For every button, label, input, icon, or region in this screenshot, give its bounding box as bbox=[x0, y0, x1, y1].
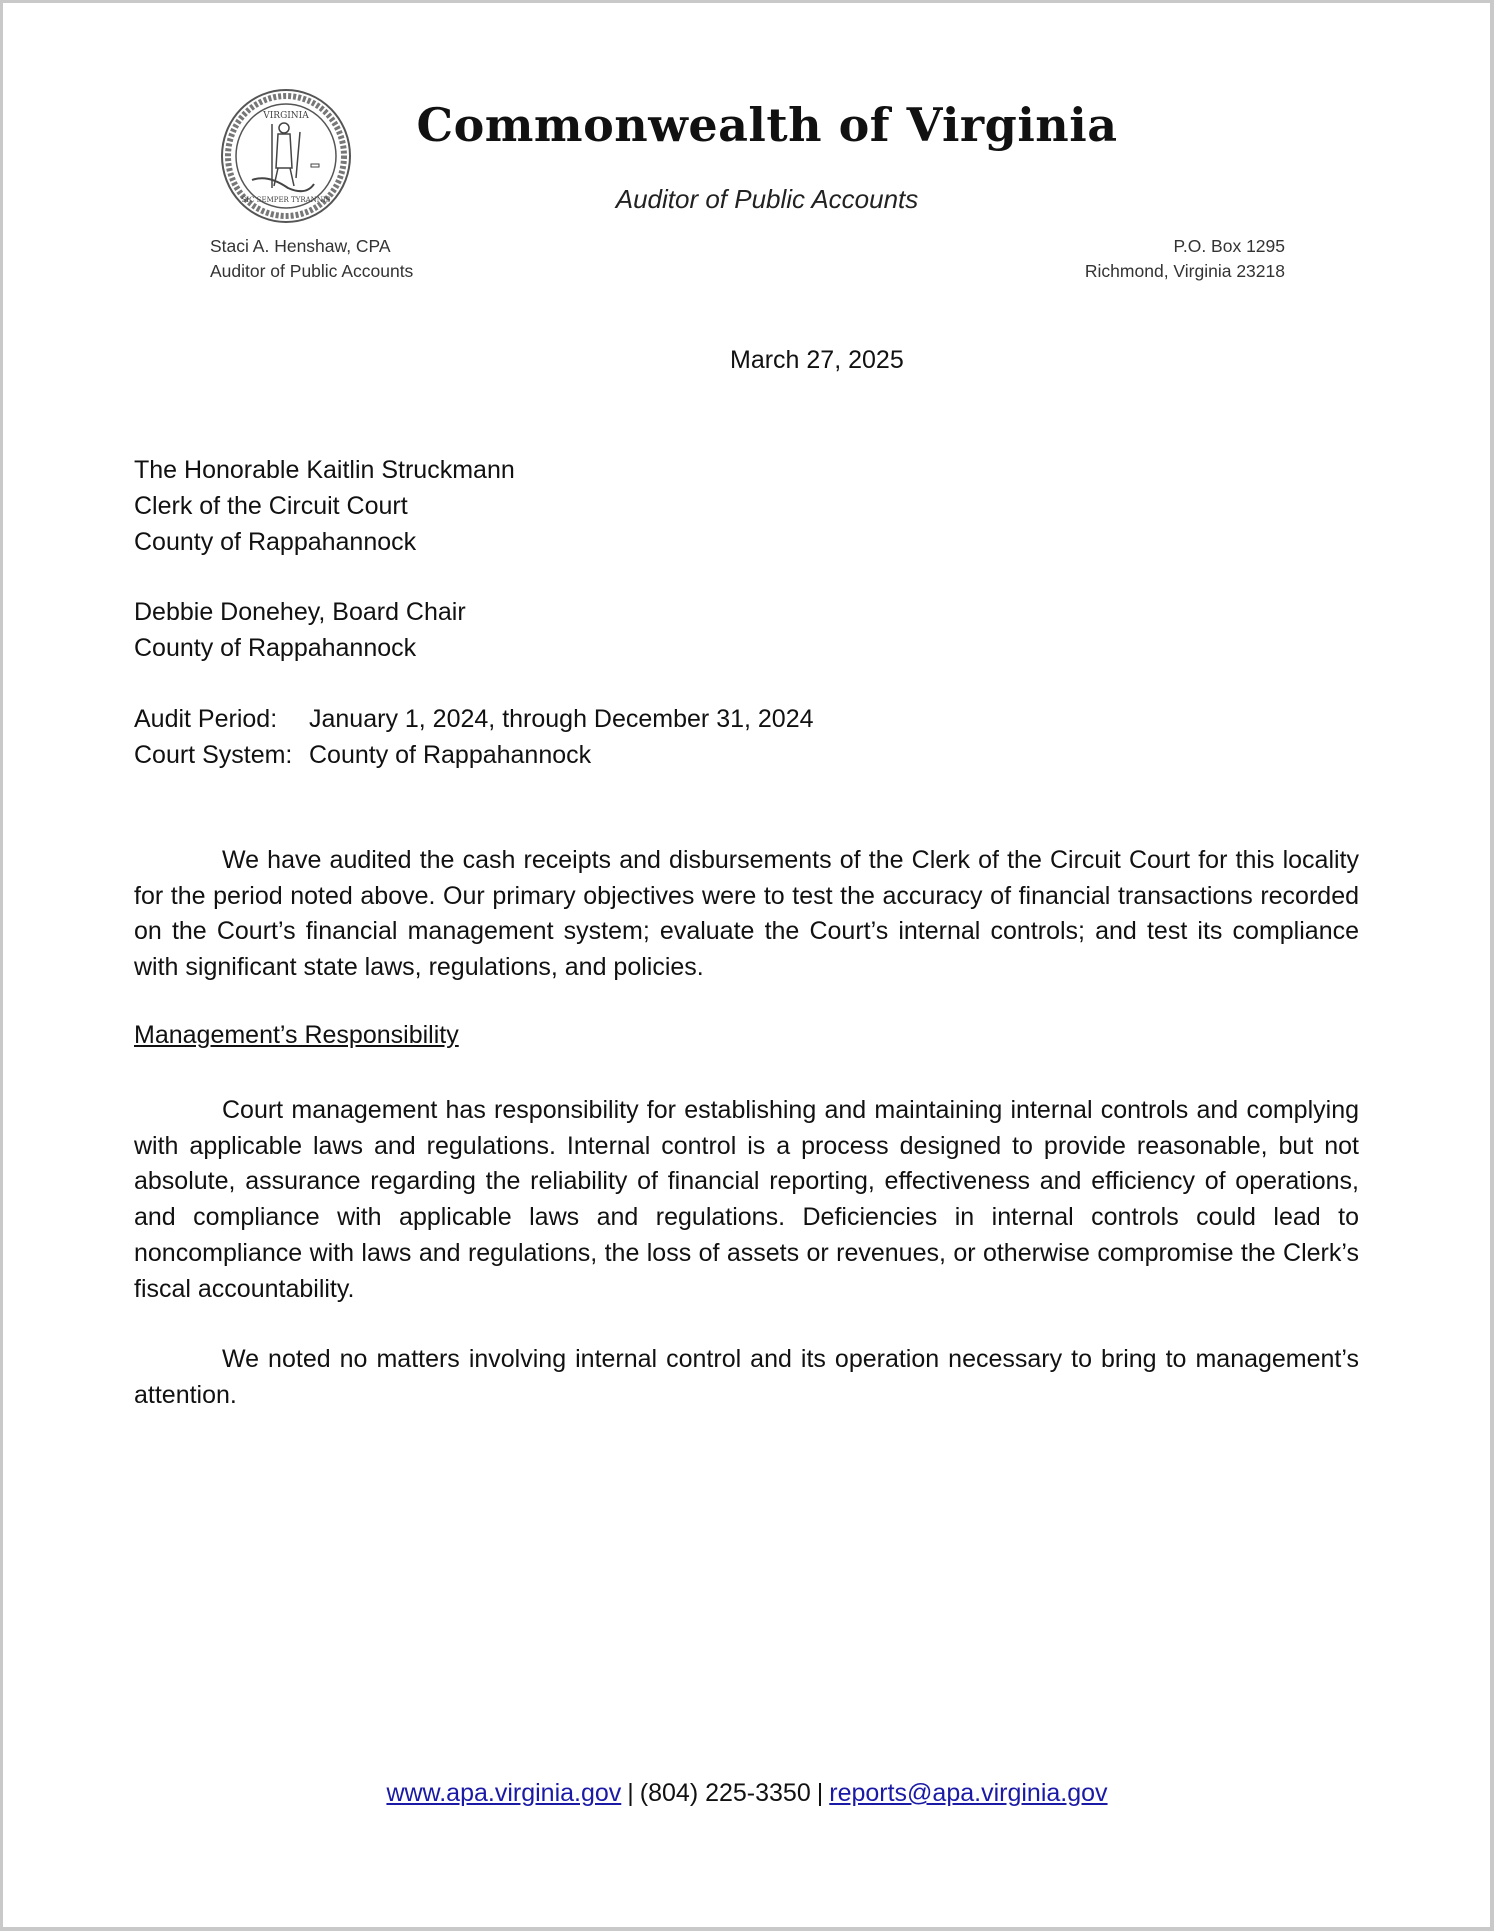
court-system-row bbox=[134, 737, 814, 773]
po-box: P.O. Box 1295 bbox=[1173, 236, 1285, 256]
court-system-value: County of Rappahannock bbox=[309, 741, 592, 769]
body-paragraph-2 bbox=[134, 1093, 1359, 1307]
letter-date: March 27, 2025 bbox=[730, 346, 904, 374]
mailing-address-block bbox=[1085, 234, 1285, 284]
auditor-name: Staci A. Henshaw, CPA bbox=[210, 236, 391, 256]
audit-period-row bbox=[134, 701, 814, 737]
website-link[interactable]: www.apa.virginia.gov bbox=[386, 1779, 622, 1807]
auditor-name-block bbox=[210, 234, 413, 284]
addressee-line: Clerk of the Circuit Court bbox=[134, 492, 408, 520]
section-heading-management-responsibility: Management’s Responsibility bbox=[134, 1021, 459, 1049]
addressee-clerk bbox=[134, 452, 515, 560]
email-link[interactable]: reports@apa.virginia.gov bbox=[829, 1779, 1108, 1807]
footer-separator: | bbox=[816, 1779, 824, 1807]
city-state-zip: Richmond, Virginia 23218 bbox=[1084, 261, 1285, 281]
addressee-line: The Honorable Kaitlin Struckmann bbox=[134, 456, 515, 484]
footer-contact bbox=[0, 1779, 1494, 1808]
body-paragraph-3 bbox=[134, 1342, 1359, 1413]
svg-text:VIRGINIA: VIRGINIA bbox=[263, 111, 309, 121]
addressee-line: Debbie Donehey, Board Chair bbox=[134, 598, 466, 626]
paragraph-text: Court management has responsibility for establishing and maintaining internal controls and complying with applicable laws and regulations. Internal control is a process designed to provide reasonable, but not absolute, assurance regarding the reliability of financial reporting, effectiveness and efficiency of operations, and compliance with applicable laws and regulations. Deficiencies in internal controls could lead to noncompliance with laws and regulations, the loss of assets or revenues, or otherwise compromise the Clerk’s fiscal accountability. bbox=[134, 1096, 1359, 1303]
addressee-board-chair bbox=[134, 594, 466, 666]
addressee-line: County of Rappahannock bbox=[134, 528, 417, 556]
auditor-title: Auditor of Public Accounts bbox=[210, 261, 414, 281]
phone-number: (804) 225-3350 bbox=[639, 1779, 811, 1807]
svg-text:SIC SEMPER TYRANNIS: SIC SEMPER TYRANNIS bbox=[241, 196, 331, 204]
letterhead-subtitle: Auditor of Public Accounts bbox=[615, 184, 919, 214]
audit-period-value: January 1, 2024, through December 31, 2024 bbox=[309, 705, 814, 733]
letterhead-title: Commonwealth of Virginia bbox=[416, 98, 1118, 152]
court-system-label: Court System: bbox=[134, 741, 293, 769]
audit-period-label: Audit Period: bbox=[134, 705, 278, 733]
addressee-line: County of Rappahannock bbox=[134, 634, 417, 662]
audit-info bbox=[134, 701, 814, 773]
paragraph-text: We noted no matters involving internal control and its operation necessary to bring to management’s attention. bbox=[134, 1345, 1359, 1409]
footer-separator: | bbox=[627, 1779, 634, 1807]
paragraph-text: We have audited the cash receipts and disbursements of the Clerk of the Circuit Court for this locality for the period noted above. Our primary objectives were to test the accuracy of financial transactions recorded on the Court’s financial management system; evaluate the Court’s internal controls; and test its compliance with significant state laws, regulations, and policies. bbox=[134, 846, 1359, 982]
body-paragraph-1 bbox=[134, 843, 1359, 986]
